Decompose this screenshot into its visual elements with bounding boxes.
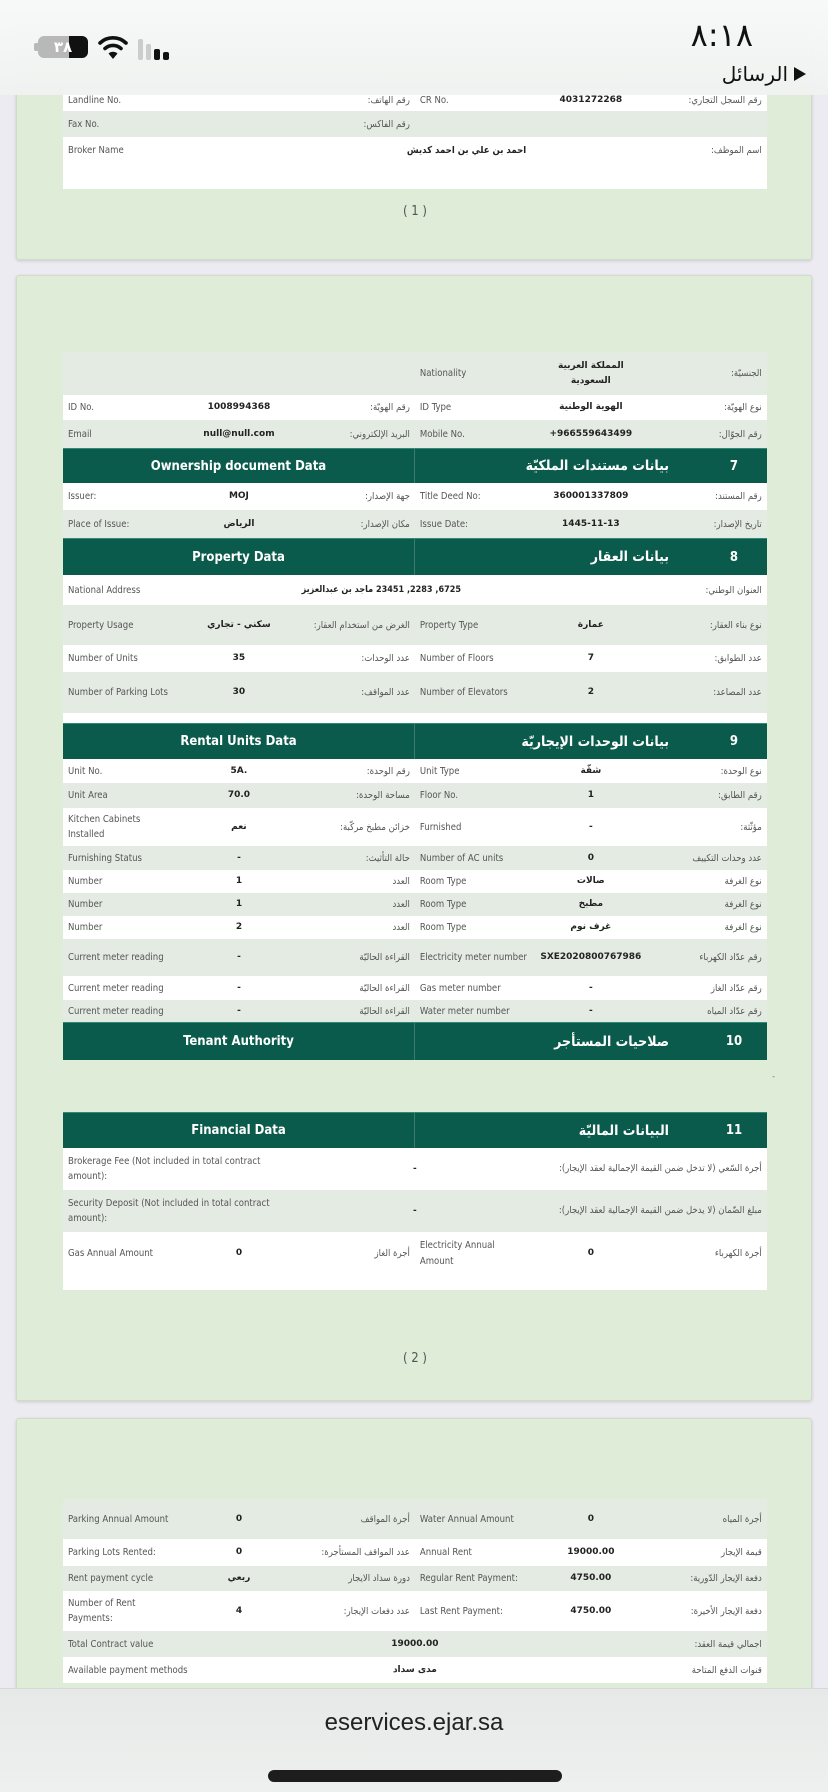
value: 4 — [235, 1605, 243, 1616]
label-ar: رقم الهويّة: — [370, 402, 410, 413]
value: - — [588, 821, 593, 832]
label-ar: نوع الغرفة — [724, 899, 762, 910]
label-en: Regular Rent Payment: — [419, 1573, 518, 1584]
value: - — [588, 1005, 593, 1016]
label-ar: نوع الغرفة — [724, 922, 762, 933]
value: 35 — [232, 653, 246, 663]
label-ar: رقم الطابق: — [718, 790, 762, 801]
section-title-ar: بيانات الوحدات الإيجاريّة — [521, 733, 669, 750]
section-title-en: Rental Units Data — [63, 724, 415, 759]
battery-tip — [34, 43, 38, 51]
table-row — [63, 137, 767, 189]
label-en: Electricity meter number — [419, 952, 527, 963]
label-en: Unit No. — [68, 765, 103, 777]
value: - — [237, 852, 241, 863]
value: 19000.00 — [567, 1547, 615, 1557]
value: 0 — [587, 1248, 594, 1258]
value: - — [413, 1163, 417, 1174]
value: 2 — [587, 687, 594, 697]
label-ar: خزائن مطبخ مركّبة: — [340, 821, 410, 833]
section-header-financial — [63, 1112, 767, 1148]
label-en: Rent payment cycle — [68, 1573, 154, 1584]
label-en: Property Usage — [68, 619, 134, 631]
document-page-3 — [16, 1418, 812, 1718]
broker-table — [63, 89, 767, 189]
label-en: Room Type — [419, 876, 467, 887]
label-en: Unit Area — [68, 790, 108, 801]
label-en: Mobile No. — [419, 428, 465, 440]
label-ar: رقم السجل التجاري: — [688, 94, 762, 106]
value: المملكة العربية السعودية — [557, 360, 624, 386]
label-en: Number of Parking Lots — [68, 687, 168, 698]
label-ar: اسم الموظف: — [710, 145, 762, 156]
value: 1008994368 — [207, 402, 271, 412]
label-en: Current meter reading — [68, 982, 164, 994]
section-header-property — [63, 538, 767, 575]
value: - — [237, 1005, 241, 1016]
label-ar: العنوان الوطني: — [705, 584, 762, 596]
value: 19000.00 — [391, 1638, 439, 1649]
label-en: Unit Type — [419, 765, 460, 777]
table-row — [63, 395, 767, 420]
label-en: Total Contract value — [68, 1638, 154, 1650]
value: 30 — [232, 687, 246, 697]
table-row — [63, 893, 767, 916]
label-ar: مساحة الوحدة: — [355, 790, 410, 801]
table-row — [63, 1499, 767, 1539]
table-row — [63, 759, 767, 783]
label-en: Room Type — [419, 899, 467, 910]
value: مطبخ — [578, 899, 604, 909]
label-ar: القراءة الحاليّة — [359, 982, 410, 994]
section-title-ar: البيانات الماليّة — [578, 1122, 669, 1139]
table-row — [63, 1190, 767, 1232]
label-en: Floor No. — [419, 790, 459, 801]
label-ar: مكان الإصدار: — [360, 518, 410, 530]
label-en: Number of Rent Payments: — [68, 1598, 136, 1624]
label-en: Number of AC units — [419, 852, 504, 864]
label-ar: قنوات الدفع المتاحة — [691, 1664, 762, 1676]
label-en: Gas meter number — [419, 982, 501, 994]
tenant-authority-body — [63, 1060, 775, 1094]
label-en: ID Type — [419, 402, 452, 413]
table-row — [63, 808, 767, 846]
label-en: Furnishing Status — [68, 852, 142, 864]
value: غرف نوم — [570, 922, 612, 932]
table-row — [63, 1232, 767, 1290]
table-row — [63, 645, 767, 672]
table-row — [63, 1000, 767, 1022]
label-ar: الغرض من استخدام العقار: — [313, 619, 410, 631]
value: مدى سداد — [392, 1664, 437, 1675]
section-number: 9 — [729, 734, 739, 749]
browser-url-bar[interactable] — [0, 1688, 828, 1792]
label-en: Number — [68, 922, 103, 933]
value: احمد بن علي بن احمد كديش — [406, 145, 527, 156]
section-header-tenant-authority — [63, 1022, 767, 1060]
wifi-icon — [98, 34, 128, 60]
label-ar: مبلغ الضّمان (لا يدخل ضمن القيمة الإجمالية لعقد الإيجار): — [558, 1205, 762, 1216]
label-ar: عدد دفعات الإيجار: — [343, 1605, 410, 1617]
label-en: ID No. — [68, 402, 94, 413]
value: عمارة — [577, 619, 604, 630]
label-ar: رقم عدّاد المياه — [707, 1005, 762, 1017]
battery-percent: ٣٨ — [53, 38, 73, 56]
value: 1 — [587, 790, 594, 800]
label-en: Parking Lots Rented: — [68, 1547, 156, 1558]
value: 1445-11-13 — [562, 518, 620, 529]
table-row — [63, 605, 767, 645]
back-label: الرسائل — [721, 62, 788, 86]
label-ar: مؤثّثة: — [740, 821, 762, 833]
value: +966559643499 — [549, 428, 633, 439]
label-ar: القراءة الحاليّة — [359, 1005, 410, 1017]
label-en: Property Type — [419, 619, 479, 631]
table-row — [63, 1657, 767, 1683]
value: 2 — [235, 922, 243, 932]
label-en: Annual Rent — [419, 1547, 472, 1558]
table-row — [63, 1631, 767, 1657]
label-ar: رقم عدّاد الغاز — [710, 982, 762, 994]
section-number: 10 — [725, 1034, 743, 1049]
label-en: Nationality — [419, 368, 467, 379]
label-ar: نوع الهويّة: — [723, 402, 762, 413]
label-en: Number of Elevators — [419, 687, 508, 698]
label-ar: قيمة الإيجار — [721, 1547, 762, 1558]
label-en: Place of Issue: — [68, 518, 130, 530]
label-en: Current meter reading — [68, 1005, 164, 1017]
section-title-ar: بيانات العقار — [590, 549, 669, 565]
label-ar: رقم الفاكس: — [363, 118, 410, 130]
value: 0 — [235, 1513, 243, 1524]
value: 70.0 — [227, 790, 251, 800]
table-row — [63, 420, 767, 448]
label-en: Current meter reading — [68, 952, 164, 963]
section-number: 7 — [729, 458, 739, 474]
label-ar: رقم الوحدة: — [366, 765, 410, 777]
label-en: Number — [68, 899, 103, 910]
label-en: Water meter number — [419, 1005, 510, 1017]
table-row — [63, 1566, 767, 1591]
label-ar: تاريخ الإصدار: — [713, 518, 762, 530]
value: 6725, 2283, 23451 ماجد بن عبدالعزيز — [301, 584, 462, 595]
value: 5A. — [230, 765, 248, 776]
value: سكني - تجاري — [207, 619, 271, 630]
label-en: Title Deed No: — [419, 491, 481, 502]
label-ar: عدد وحدات التكييف — [692, 852, 762, 864]
page-number: ( 2 ) — [403, 1351, 427, 1366]
status-bar — [0, 0, 828, 95]
table-row — [63, 510, 767, 538]
play-triangle-icon — [794, 67, 806, 81]
section-title-ar: بيانات مستندات الملكيّة — [525, 458, 669, 474]
label-ar: البريد الإلكتروني: — [349, 428, 410, 440]
value: null@null.com — [203, 428, 275, 439]
label-en: Landline No. — [68, 94, 122, 106]
value: نعم — [231, 821, 247, 832]
payment-rows — [63, 1499, 767, 1631]
section-title-ar: صلاحيات المستأجر — [554, 1033, 669, 1050]
label-en: Email — [68, 428, 92, 440]
label-en: Available payment methods — [68, 1664, 188, 1676]
value: 4750.00 — [570, 1605, 612, 1616]
label-ar: نوع الوحدة: — [720, 765, 762, 777]
value: - — [237, 982, 241, 993]
section-number: 11 — [725, 1123, 743, 1138]
label-ar: العدد — [392, 899, 410, 910]
label-ar: دفعة الإيجار الأخيرة: — [690, 1605, 762, 1617]
value: - — [588, 982, 593, 993]
label-ar: رقم عدّاد الكهرباء — [699, 952, 762, 963]
label-en: Last Rent Payment: — [419, 1605, 503, 1617]
label-ar: العدد — [392, 876, 410, 887]
table-row — [63, 870, 767, 893]
label-en: Parking Annual Amount — [68, 1513, 169, 1525]
table-row — [63, 352, 767, 395]
value: - — [413, 1205, 417, 1216]
value: MOJ — [228, 491, 249, 501]
section-number: 8 — [729, 549, 739, 565]
label-ar: دورة سداد الايجار — [348, 1573, 410, 1584]
label-en: Gas Annual Amount — [68, 1248, 154, 1259]
label-ar: نوع الغرفة — [724, 876, 762, 887]
label-ar: عدد المواقف المستأجرة: — [321, 1547, 410, 1558]
value: 4031272268 — [559, 94, 623, 105]
table-row — [63, 783, 767, 808]
value: - — [237, 952, 241, 962]
label-ar: أجرة الكهرباء — [714, 1248, 762, 1259]
value: 0 — [235, 1248, 243, 1258]
value: 0 — [235, 1547, 243, 1557]
value: 1 — [235, 876, 243, 886]
table-row — [63, 1539, 767, 1566]
label-en: Issue Date: — [419, 518, 469, 530]
label-ar: عدد المصاعد: — [713, 687, 762, 698]
home-indicator — [268, 1770, 562, 1782]
label-ar: القراءة الحاليّة — [359, 952, 410, 963]
table-row — [63, 483, 767, 510]
battery-icon — [38, 36, 88, 58]
section-title-en: Financial Data — [63, 1113, 415, 1148]
table-row — [63, 111, 767, 137]
label-ar: عدد المواقف: — [361, 687, 410, 698]
page-number: ( 1 ) — [403, 204, 427, 219]
value: الهوية الوطنية — [559, 402, 623, 412]
label-en: Room Type — [419, 922, 467, 933]
label-en: Number of Units — [68, 653, 138, 664]
label-ar: جهة الإصدار: — [364, 491, 410, 502]
label-ar: أجرة الغاز — [374, 1248, 410, 1259]
label-en: CR No. — [419, 94, 449, 106]
label-en: Kitchen Cabinets Installed — [68, 814, 141, 840]
value: 1 — [235, 899, 243, 909]
label-ar: عدد الوحدات: — [361, 653, 410, 664]
label-en: Water Annual Amount — [419, 1513, 514, 1525]
section-title-en: Ownership document Data — [63, 449, 415, 483]
value: 360001337809 — [553, 491, 629, 501]
url-text[interactable]: eservices.ejar.sa — [324, 1709, 504, 1736]
label-ar: رقم المستند: — [715, 491, 762, 502]
value: ربعي — [227, 1573, 251, 1583]
table-row — [63, 939, 767, 976]
label-ar: رقم الجوّال: — [718, 428, 762, 440]
label-en: Fax No. — [68, 118, 100, 130]
table-row — [63, 1148, 767, 1190]
section-header-rental-units — [63, 723, 767, 759]
table-row — [63, 575, 767, 605]
tenant-authority-value: - — [772, 1072, 775, 1082]
label-ar: عدد الطوابق: — [714, 653, 762, 664]
table-row — [63, 916, 767, 939]
section-title-en: Property Data — [63, 539, 415, 575]
back-to-messages-button[interactable] — [722, 62, 806, 86]
table-row — [63, 1591, 767, 1631]
label-ar: أجرة المياه — [722, 1513, 762, 1525]
rental-units-rows — [63, 759, 767, 1022]
label-ar: اجمالي قيمة العقد: — [694, 1638, 762, 1650]
value: الرياض — [223, 518, 255, 529]
value: 4750.00 — [570, 1573, 612, 1583]
label-ar: أجرة المواقف — [360, 1513, 410, 1525]
contract-table — [63, 352, 775, 1290]
value: 0 — [587, 1513, 594, 1524]
label-ar: أجرة السّعي (لا تدخل ضمن القيمة الإجمالية لعقد الإيجار): — [558, 1163, 762, 1174]
value: 7 — [587, 653, 594, 663]
label-ar: الجنسيّة: — [731, 368, 762, 379]
value: 0 — [587, 852, 594, 863]
value: صالات — [576, 876, 605, 886]
value: SXE2020800767986 — [540, 952, 642, 962]
label-en: Electricity Annual Amount — [419, 1240, 495, 1267]
clock: ٨:١٨ — [690, 16, 753, 54]
label-en: Broker Name — [68, 145, 124, 156]
table-row — [63, 672, 767, 713]
label-ar: دفعة الإيجار الدّورية: — [690, 1573, 762, 1584]
label-en: Security Deposit (Not included in total contract amount): — [68, 1198, 270, 1224]
label-en: Brokerage Fee (Not included in total contract amount): — [68, 1156, 261, 1182]
label-en: Furnished — [419, 821, 462, 833]
label-en: National Address — [68, 584, 141, 596]
label-en: Number — [68, 876, 103, 887]
section-header-ownership — [63, 448, 767, 483]
label-ar: العدد — [392, 922, 410, 933]
cellular-signal-icon — [138, 38, 178, 60]
label-en: Number of Floors — [419, 653, 494, 664]
label-ar: نوع بناء العقار: — [709, 619, 762, 631]
value: شقّة — [580, 765, 602, 776]
table-row — [63, 976, 767, 1000]
section-title-en: Tenant Authority — [63, 1023, 415, 1060]
document-page-2 — [16, 275, 812, 1401]
label-ar: حالة التأثيث: — [365, 852, 410, 864]
payment-table — [63, 1499, 767, 1683]
table-row — [63, 846, 767, 870]
label-en: Issuer: — [68, 491, 97, 502]
label-ar: رقم الهاتف: — [367, 94, 410, 106]
